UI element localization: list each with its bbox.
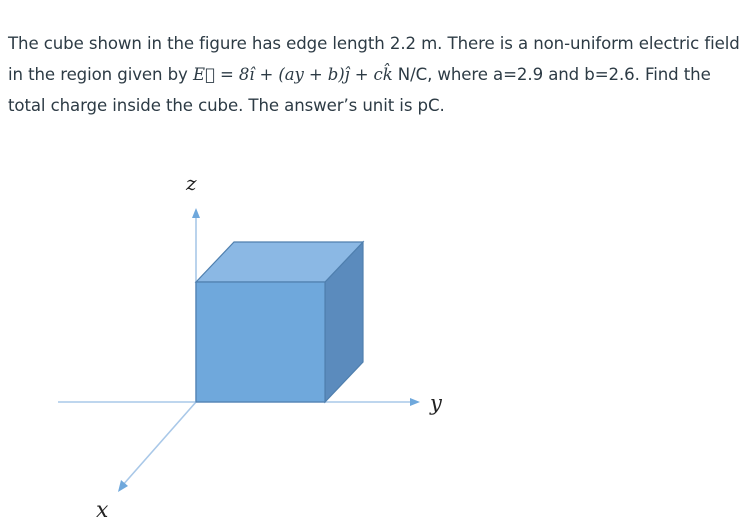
question-text-after: N/C, where a=2.9 and b=2.6. Find the total charge inside the cube. The answer’s unit is pC. — [8, 65, 711, 115]
z-axis-label: z — [186, 171, 197, 195]
y-axis-arrowhead — [410, 398, 420, 406]
cube-front-face — [196, 282, 325, 402]
x-axis-label: x — [96, 498, 109, 523]
cube — [196, 242, 363, 402]
y-axis-label: y — [430, 391, 442, 415]
x-axis — [122, 402, 196, 486]
z-axis-arrowhead — [192, 208, 200, 218]
question-text-before: The cube shown in the figure has edge length 2.2 m. There is a non-uniform electric field in the region given by — [8, 34, 740, 84]
electric-field-formula: E⃗ = 8î + (ay + b)ĵ + ck̂ — [192, 65, 393, 84]
